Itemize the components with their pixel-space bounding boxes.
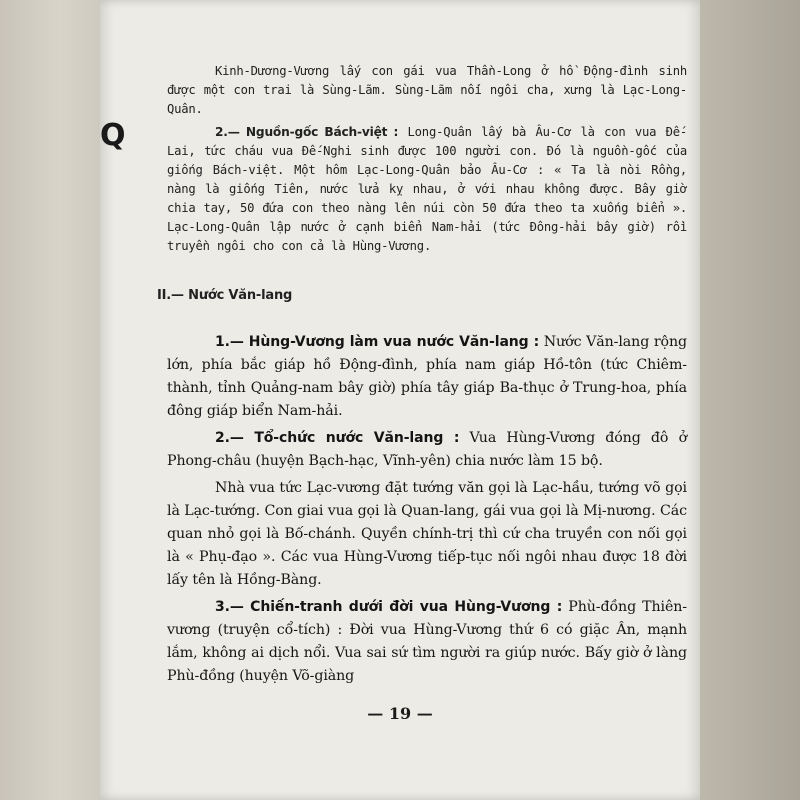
paragraph-text: Phù-đồng Thiên-vương (truyện cổ-tích) : Đời vua Hùng-Vương thứ 6 có giặc Ân, mạnh lắm, không ai dịch nổi. Vua sai sứ tìm người ra giúp nước. Bấy giờ ở làng Phù-đồng (huyện Võ-giàng	[167, 599, 687, 684]
paragraph-nha-vua: Nhà vua tức Lạc-vương đặt tướng văn gọi là Lạc-hầu, tướng võ gọi là Lạc-tướng. Con giai vua gọi là Quan-lang, gái vua gọi là Mị-nương. Các quan nhỏ gọi là Bố-chánh. Quyền chính-trị thì cứ cha truyền con nối gọi là « Phụ-đạo ». Các vua Hùng-Vương tiếp-tục nối ngôi nhau được 18 đời lấy tên là Hồng-Bàng.	[167, 480, 687, 588]
page-number: — 19 —	[367, 704, 433, 723]
paragraph-lead: 2.— Tổ-chức nước Văn-lang :	[215, 430, 460, 446]
paragraph-text: Long-Quân lấy bà Âu-Cơ là con vua Đế-Lai, tức cháu vua Đế-Nghi sinh được 100 người con. Đó là nguồn-gốc của giống Bách-việt. Một hôm Lạc-Long-Quân bảo Âu-Cơ : « Ta là nòi Rồng, nàng là giống Tiên, nước lửa kỵ nhau, ở với nhau không được. Bây giờ chia tay, 50 đứa con theo nàng lên núi còn 50 đứa theo ta xuống biển ». Lạc-Long-Quân lập nước ở cạnh biển Nam-hải (tức Đông-hải bây giờ) rồi truyền ngôi cho con cả là Hùng-Vương.	[167, 125, 687, 253]
paragraph-chien-tranh	[167, 596, 687, 688]
page-content	[157, 62, 688, 692]
paragraph-lead: 1.— Hùng-Vương làm vua nước Văn-lang :	[215, 334, 540, 350]
paragraph-text: Nước Văn-lang rộng lớn, phía bắc giáp hồ Động-đình, phía nam giáp Hồ-tôn (tức Chiêm-thành, tỉnh Quảng-nam bây giờ) phía tây giáp Ba-thục ở Trung-hoa, phía đông giáp biển Nam-hải.	[167, 334, 687, 419]
background-right	[700, 0, 800, 800]
paragraph-text: Vua Hùng-Vương đóng đô ở Phong-châu (huyện Bạch-hạc, Vĩnh-yên) chia nước làm 15 bộ.	[167, 430, 688, 469]
paragraph-lead: 2.— Nguồn-gốc Bách-việt :	[215, 125, 399, 139]
margin-glyph: Q	[100, 118, 126, 153]
background-left	[0, 0, 100, 800]
section-heading: II.— Nước Văn-lang	[157, 288, 293, 303]
paragraph-kinh-duong-vuong: Kinh-Dương-Vương lấy con gái vua Thần-Long ở hồ Động-đình sinh được một con trai là Sùng-Lãm. Sùng-Lãm nối ngôi cha, xưng là Lạc-Long-Quân.	[167, 64, 687, 116]
paragraph-nguon-goc-bach-viet	[167, 123, 687, 256]
paragraph-to-chuc	[167, 427, 687, 473]
paragraph-lead: 3.— Chiến-tranh dưới đời vua Hùng-Vương :	[215, 599, 563, 615]
paragraph-hung-vuong	[167, 331, 687, 423]
